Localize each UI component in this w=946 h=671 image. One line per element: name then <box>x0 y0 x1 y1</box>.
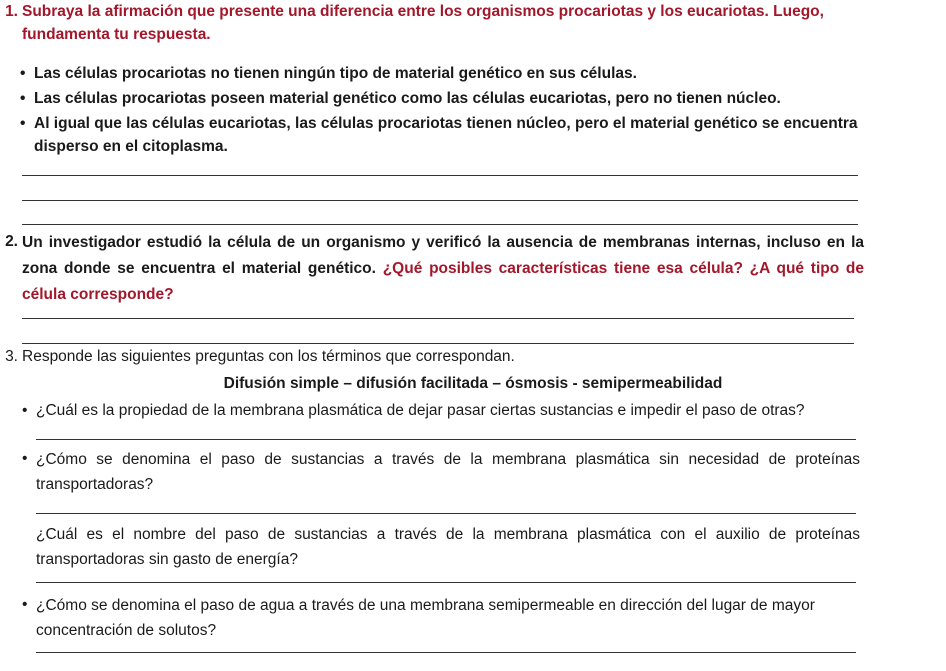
bullet-icon: • <box>22 402 28 419</box>
q1-option-2[interactable]: • Las células procariotas poseen material genético como las células eucariotas, pero no tienen núcleo. <box>20 87 866 110</box>
q2-prompt-black: Un investigador estudió la célula de un organismo y verificó la ausencia de membranas internas, incluso en la zona donde se encuentra el material genético. <box>22 234 864 277</box>
q3-answer-line-4[interactable] <box>36 652 856 653</box>
q1-number: 1. <box>5 3 18 20</box>
q3-answer-line-3[interactable] <box>36 582 856 583</box>
q2-number: 2. <box>5 233 18 250</box>
bullet-icon: • <box>20 65 26 82</box>
q3-number: 3. <box>5 348 18 365</box>
q3-question-1: ¿Cuál es la propiedad de la membrana plasmática de dejar pasar ciertas sustancias e impedir el paso de otras? <box>36 402 805 419</box>
bullet-icon: • <box>20 90 26 107</box>
q2-prompt <box>22 230 864 308</box>
q1-answer-line-2[interactable] <box>22 200 858 201</box>
bullet-icon: • <box>20 115 26 132</box>
q3-question-2: ¿Cómo se denomina el paso de sustancias a través de la membrana plasmática sin necesidad de proteínas transportadoras? <box>36 451 860 493</box>
q3-terms: Difusión simple – difusión facilitada – ósmosis - semipermeabilidad <box>223 375 723 392</box>
q2-answer-line-1[interactable] <box>22 318 854 319</box>
q1-prompt: Subraya la afirmación que presente una diferencia entre los organismos procariotas y los eucariotas. Luego, fundamenta tu respuesta. <box>22 3 824 43</box>
q3-answer-line-1[interactable] <box>36 439 856 440</box>
q3-question-3: ¿Cuál es el nombre del paso de sustancias a través de la membrana plasmática con el auxilio de proteínas transportadoras sin gasto de energía? <box>36 526 860 568</box>
q1-answer-line-1[interactable] <box>22 175 858 176</box>
bullet-icon: • <box>22 596 28 613</box>
q1-options <box>20 62 866 158</box>
q1-option-3[interactable]: • Al igual que las células eucariotas, las células procariotas tienen núcleo, pero el material genético se encuentra disperso en el citoplasma. <box>20 112 866 158</box>
q2-answer-line-2[interactable] <box>22 343 854 344</box>
bullet-icon: • <box>22 450 28 467</box>
q1-option-1[interactable]: • Las células procariotas no tienen ningún tipo de material genético en sus células. <box>20 62 866 85</box>
q3-answer-line-2[interactable] <box>36 513 856 514</box>
q3-question-4: ¿Cómo se denomina el paso de agua a través de una membrana semipermeable en dirección del lugar de mayor concentración de solutos? <box>36 597 815 639</box>
q2-prompt-red: ¿Qué posibles características tiene esa célula? ¿A qué tipo de célula corresponde? <box>22 260 865 303</box>
q1-answer-line-3[interactable] <box>22 224 858 225</box>
q3-prompt: Responde las siguientes preguntas con los términos que correspondan. <box>22 348 515 365</box>
